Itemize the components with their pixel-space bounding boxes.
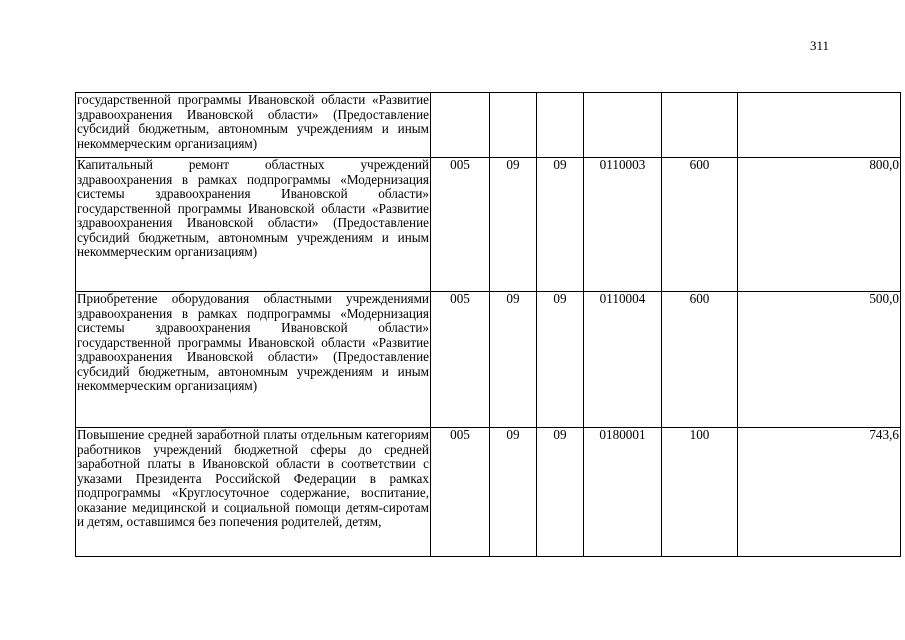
- section-code: 09: [490, 292, 537, 428]
- ministry-code: 005: [431, 292, 490, 428]
- subsection-code: 09: [537, 292, 584, 428]
- row-description: Приобретение оборудования областными учреждениями здравоохранения в рамках подпрограммы «Модернизация системы здравоохранения Ивановской области» государственной программы Ивановской области «Развитие здравоохранения Ивановской области» (Предоставление субсидий бюджетным, автономным учреждениям и иным некоммерческим организациям): [76, 292, 431, 428]
- section-code: 09: [490, 158, 537, 292]
- target-article-code: 0180001: [584, 428, 662, 557]
- target-article-code: [584, 93, 662, 158]
- ministry-code: 005: [431, 428, 490, 557]
- ministry-code: [431, 93, 490, 158]
- subsection-code: 09: [537, 428, 584, 557]
- page-number: 311: [810, 38, 830, 53]
- amount: [738, 93, 901, 158]
- row-description: Капитальный ремонт областных учреждений здравоохранения в рамках подпрограммы «Модернизация системы здравоохранения Ивановской области» государственной программы Ивановской области «Развитие здравоохранения Ивановской области» (Предоставление субсидий бюджетным, автономным учреждениям и иным некоммерческим организациям): [76, 158, 431, 292]
- budget-table: [75, 92, 901, 557]
- table-row: [76, 428, 901, 557]
- section-code: [490, 93, 537, 158]
- amount: 500,0: [738, 292, 901, 428]
- target-article-code: 0110003: [584, 158, 662, 292]
- expense-type-code: [662, 93, 738, 158]
- amount: 800,0: [738, 158, 901, 292]
- target-article-code: 0110004: [584, 292, 662, 428]
- expense-type-code: 600: [662, 158, 738, 292]
- expense-type-code: 100: [662, 428, 738, 557]
- table-row: [76, 158, 901, 292]
- subsection-code: 09: [537, 158, 584, 292]
- expense-type-code: 600: [662, 292, 738, 428]
- row-description: государственной программы Ивановской области «Развитие здравоохранения Ивановской области» (Предоставление субсидий бюджетным, автономным учреждениям и иным некоммерческим организациям): [76, 93, 431, 158]
- ministry-code: 005: [431, 158, 490, 292]
- row-description: Повышение средней заработной платы отдельным категориям работников учреждений бюджетной сферы до средней заработной платы в Ивановской области в соответствии с указами Президента Российской Федерации в рамках подпрограммы «Круглосуточное содержание, воспитание, оказание медицинской и социальной помощи детям-сиротам и детям, оставшимся без попечения родителей, детям,: [76, 428, 431, 557]
- table-row: [76, 93, 901, 158]
- subsection-code: [537, 93, 584, 158]
- table-row: [76, 292, 901, 428]
- amount: 743,6: [738, 428, 901, 557]
- section-code: 09: [490, 428, 537, 557]
